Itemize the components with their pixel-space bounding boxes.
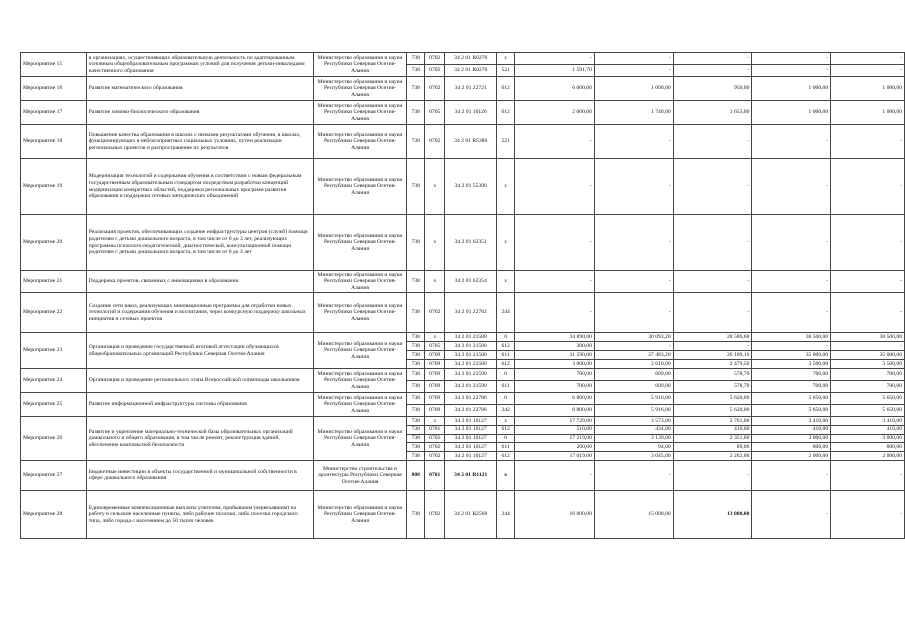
csr-cell: 34 2 01 22786 bbox=[445, 405, 497, 417]
value-cell: - bbox=[673, 53, 752, 65]
value-cell: - bbox=[515, 53, 595, 65]
grbs-cell: 738 bbox=[407, 333, 425, 342]
value-cell: 700,00 bbox=[515, 369, 595, 381]
value-cell: 2 351,00 bbox=[673, 434, 752, 443]
measure-cell: Мероприятие 23 bbox=[21, 333, 87, 369]
executor-cell: Министерство образования и науки Республики Северная Осетия-Алания bbox=[313, 333, 407, 369]
value-cell: - bbox=[752, 65, 831, 77]
value-cell: 16 000,00 bbox=[515, 490, 595, 538]
table-row bbox=[21, 53, 905, 65]
csr-cell: 34 2 01 10127 bbox=[445, 425, 497, 434]
table-row bbox=[21, 369, 905, 381]
value-cell: - bbox=[831, 271, 905, 293]
value-cell: 3 000,00 bbox=[831, 434, 905, 443]
value-cell: - bbox=[752, 490, 831, 538]
grbs-cell: 738 bbox=[407, 369, 425, 381]
table-row bbox=[21, 159, 905, 215]
vr-cell: x bbox=[497, 417, 515, 426]
executor-cell: Министерство образования и науки Республики Северная Осетия-Алания bbox=[313, 271, 407, 293]
value-cell: - bbox=[594, 53, 673, 65]
value-cell: - bbox=[752, 159, 831, 215]
value-cell: 700,00 bbox=[752, 381, 831, 393]
rzpr-cell: x bbox=[425, 159, 445, 215]
value-cell: 27 483,20 bbox=[594, 351, 673, 360]
vr-cell: 244 bbox=[497, 293, 515, 333]
measure-cell: Мероприятие 24 bbox=[21, 369, 87, 393]
value-cell: - bbox=[673, 271, 752, 293]
rzpr-cell: 0709 bbox=[425, 381, 445, 393]
measure-name-cell: Организация и проведение регионального этапа Всероссийской олимпиады школьников bbox=[86, 369, 313, 393]
csr-cell: 34 2 01 10127 bbox=[445, 417, 497, 426]
value-cell: - bbox=[594, 460, 673, 490]
value-cell: 17 219,00 bbox=[515, 434, 595, 443]
value-cell: - bbox=[831, 215, 905, 271]
measure-cell: Мероприятие 21 bbox=[21, 271, 87, 293]
value-cell: 6 800,00 bbox=[515, 393, 595, 405]
vr-cell: 611 bbox=[497, 351, 515, 360]
value-cell: - bbox=[673, 215, 752, 271]
rzpr-cell: x bbox=[425, 417, 445, 426]
csr-cell: 34 2 01 21580 bbox=[445, 351, 497, 360]
executor-cell: Министерство образования и науки Республики Северная Осетия-Алания bbox=[313, 101, 407, 125]
csr-cell: 34 2 01 10127 bbox=[445, 434, 497, 443]
measure-name-cell: Организация и проведение государственной итоговой аттестации обучающихся общеобразовательных организаций Республики Северная Осетия-Алания bbox=[86, 333, 313, 369]
grbs-cell: 738 bbox=[407, 342, 425, 351]
value-cell: - bbox=[752, 460, 831, 490]
grbs-cell: 738 bbox=[407, 443, 425, 452]
value-cell: 30 093,20 bbox=[594, 333, 673, 342]
measure-name-cell: Бюджетные инвестиции в объекты государственной и муниципальной собственности в сфере дошкольного образования bbox=[86, 460, 313, 490]
grbs-cell: 738 bbox=[407, 405, 425, 417]
value-cell: 17 729,00 bbox=[515, 417, 595, 426]
value-cell: 578,70 bbox=[673, 381, 752, 393]
value-cell: 2 610,00 bbox=[594, 360, 673, 369]
grbs-cell: 808 bbox=[407, 460, 425, 490]
csr-cell: 34 2 01 21580 bbox=[445, 333, 497, 342]
rzpr-cell: 0701 bbox=[425, 460, 445, 490]
table-row bbox=[21, 293, 905, 333]
value-cell: 1 000,00 bbox=[752, 101, 831, 125]
value-cell: - bbox=[831, 53, 905, 65]
measure-name-cell: Развитие математического образования bbox=[86, 77, 313, 101]
value-cell: - bbox=[594, 271, 673, 293]
executor-cell: Министерство образования и науки Республики Северная Осетия-Алания bbox=[313, 53, 407, 77]
executor-cell: Министерство образования и науки Республики Северная Осетия-Алания bbox=[313, 393, 407, 417]
rzpr-cell: 0702 bbox=[425, 452, 445, 461]
rzpr-cell: x bbox=[425, 215, 445, 271]
rzpr-cell: 0709 bbox=[425, 369, 445, 381]
value-cell: 15 000,00 bbox=[594, 490, 673, 538]
vr-cell: 0 bbox=[497, 369, 515, 381]
value-cell: - bbox=[673, 125, 752, 159]
value-cell: 1 000,00 bbox=[831, 101, 905, 125]
value-cell: - bbox=[673, 342, 752, 351]
value-cell: - bbox=[831, 125, 905, 159]
csr-cell: 34 2 01 21580 bbox=[445, 342, 497, 351]
value-cell: - bbox=[594, 215, 673, 271]
measure-name-cell: Единовременные компенсационные выплаты учителям, прибывшим (переехавшим) на работу в сельские населенные пункты, либо рабочие поселки, либо поселки городского типа, либо города с населением до 50 тысяч человек bbox=[86, 490, 313, 538]
csr-cell: 34 2 01 R5380 bbox=[445, 125, 497, 159]
value-cell: - bbox=[594, 293, 673, 333]
value-cell: - bbox=[673, 65, 752, 77]
grbs-cell: 738 bbox=[407, 125, 425, 159]
measure-cell: Мероприятие 20 bbox=[21, 215, 87, 271]
value-cell: 3 500,00 bbox=[752, 360, 831, 369]
table-row bbox=[21, 215, 905, 271]
value-cell: - bbox=[752, 215, 831, 271]
value-cell: 17 019,00 bbox=[515, 452, 595, 461]
value-cell: 300,00 bbox=[515, 342, 595, 351]
value-cell: 700,00 bbox=[515, 381, 595, 393]
value-cell: 410,00 bbox=[752, 425, 831, 434]
rzpr-cell: 0705 bbox=[425, 101, 445, 125]
budget-measures-table bbox=[20, 52, 905, 539]
value-cell: 3 000,00 bbox=[515, 360, 595, 369]
value-cell: - bbox=[515, 215, 595, 271]
executor-cell: Министерство образования и науки Республики Северная Осетия-Алания bbox=[313, 490, 407, 538]
value-cell: 609,00 bbox=[594, 381, 673, 393]
vr-cell: x bbox=[497, 215, 515, 271]
value-cell: 200,00 bbox=[515, 443, 595, 452]
value-cell: 35 000,00 bbox=[831, 351, 905, 360]
value-cell: 800,00 bbox=[831, 443, 905, 452]
measure-name-cell: Создание сети школ, реализующих инновационные программы для отработки новых технологий и содержания обучения и воспитания, через конкурсную поддержку школьных инициатив и сетевых проектов bbox=[86, 293, 313, 333]
table-row bbox=[21, 460, 905, 490]
csr-cell: 34 2 01 R0270 bbox=[445, 65, 497, 77]
table-row bbox=[21, 417, 905, 426]
value-cell: 13 000,00 bbox=[673, 490, 752, 538]
vr-cell: 521 bbox=[497, 65, 515, 77]
measure-name-cell: в организациях, осуществляющих образовательную деятельность по адаптированным основным общеобразовательным программам условий для получения детьми-инвалидами качественного образования bbox=[86, 53, 313, 77]
rzpr-cell: 0709 bbox=[425, 360, 445, 369]
measure-name-cell: Развитие информационной инфраструктуры системы образования bbox=[86, 393, 313, 417]
value-cell: 5 650,00 bbox=[831, 393, 905, 405]
value-cell: 5 916,00 bbox=[594, 405, 673, 417]
vr-cell: 0 bbox=[497, 333, 515, 342]
value-cell: 1 000,00 bbox=[752, 77, 831, 101]
measure-cell: Мероприятие 28 bbox=[21, 490, 87, 538]
value-cell: 700,00 bbox=[831, 381, 905, 393]
vr-cell: x bbox=[497, 460, 515, 490]
grbs-cell: 738 bbox=[407, 417, 425, 426]
table-body bbox=[21, 53, 905, 539]
value-cell: 5 620,00 bbox=[673, 393, 752, 405]
csr-cell: 34 2 01 10126 bbox=[445, 101, 497, 125]
value-cell: 950,00 bbox=[673, 77, 752, 101]
csr-cell: 34 2 01 55390 bbox=[445, 159, 497, 215]
value-cell: 1 000,00 bbox=[831, 77, 905, 101]
value-cell: 2 479,50 bbox=[673, 360, 752, 369]
vr-cell: 612 bbox=[497, 425, 515, 434]
grbs-cell: 738 bbox=[407, 490, 425, 538]
measure-cell: Мероприятие 15 bbox=[21, 53, 87, 77]
executor-cell: Министерство образования и науки Республики Северная Осетия-Алания bbox=[313, 159, 407, 215]
measure-name-cell: Развитие и укрепление материально-технической базы образовательных организаций дошкольного и общего образования, в том числе ремонт, реконструкция зданий, обеспечение комплексной безопасности bbox=[86, 417, 313, 461]
rzpr-cell: 0702 bbox=[425, 65, 445, 77]
vr-cell: 611 bbox=[497, 443, 515, 452]
vr-cell: 0 bbox=[497, 434, 515, 443]
executor-cell: Министерство образования и науки Республики Северная Осетия-Алания bbox=[313, 417, 407, 461]
value-cell: 434,00 bbox=[594, 425, 673, 434]
executor-cell: Министерство образования и науки Республики Северная Осетия-Алания bbox=[313, 369, 407, 393]
grbs-cell: 738 bbox=[407, 351, 425, 360]
value-cell: 5 650,00 bbox=[831, 405, 905, 417]
rzpr-cell: 0709 bbox=[425, 393, 445, 405]
rzpr-cell: 0702 bbox=[425, 125, 445, 159]
value-cell: 510,00 bbox=[515, 425, 595, 434]
value-cell: 3 139,00 bbox=[594, 434, 673, 443]
executor-cell: Министерство образования и науки Республики Северная Осетия-Алания bbox=[313, 215, 407, 271]
grbs-cell: 738 bbox=[407, 215, 425, 271]
value-cell: 38 500,00 bbox=[752, 333, 831, 342]
measure-cell: Мероприятие 22 bbox=[21, 293, 87, 333]
value-cell: - bbox=[752, 125, 831, 159]
grbs-cell: 738 bbox=[407, 452, 425, 461]
value-cell: - bbox=[831, 159, 905, 215]
value-cell: 35 000,00 bbox=[752, 351, 831, 360]
value-cell: 2 000,00 bbox=[831, 452, 905, 461]
value-cell: - bbox=[831, 65, 905, 77]
vr-cell: x bbox=[497, 159, 515, 215]
value-cell: 3 573,00 bbox=[594, 417, 673, 426]
grbs-cell: 738 bbox=[407, 101, 425, 125]
value-cell: - bbox=[831, 293, 905, 333]
csr-cell: 34 2 01 10127 bbox=[445, 452, 497, 461]
measure-cell: Мероприятие 17 bbox=[21, 101, 87, 125]
executor-cell: Министерство образования и науки Республики Северная Осетия-Алания bbox=[313, 125, 407, 159]
rzpr-cell: 0702 bbox=[425, 490, 445, 538]
value-cell: 6 800,00 bbox=[515, 405, 595, 417]
value-cell: - bbox=[831, 460, 905, 490]
value-cell: 3 045,00 bbox=[594, 452, 673, 461]
csr-cell: 34 2 01 62354 bbox=[445, 271, 497, 293]
vr-cell: 242 bbox=[497, 405, 515, 417]
table-row bbox=[21, 333, 905, 342]
csr-cell: 34 2 01 22782 bbox=[445, 293, 497, 333]
rzpr-cell: 0705 bbox=[425, 342, 445, 351]
value-cell: 410,00 bbox=[673, 425, 752, 434]
table-row bbox=[21, 125, 905, 159]
value-cell: - bbox=[594, 65, 673, 77]
csr-cell: 34 2 01 R1121 bbox=[445, 460, 497, 490]
rzpr-cell: 0702 bbox=[425, 293, 445, 333]
vr-cell: 0 bbox=[497, 393, 515, 405]
rzpr-cell: 0709 bbox=[425, 405, 445, 417]
table-row bbox=[21, 101, 905, 125]
vr-cell: x bbox=[497, 53, 515, 65]
value-cell: - bbox=[831, 490, 905, 538]
grbs-cell: 738 bbox=[407, 159, 425, 215]
vr-cell: 612 bbox=[497, 360, 515, 369]
grbs-cell: 738 bbox=[407, 293, 425, 333]
vr-cell: 521 bbox=[497, 125, 515, 159]
measure-name-cell: Модернизация технологий и содержания обучения в соответствии с новым федеральным государственным образовательным стандартом посредством разработки концепций модернизации конкретных областей, поддержки региональных программ развития образования и поддержки сетевых методических объединений bbox=[86, 159, 313, 215]
rzpr-cell: 0702 bbox=[425, 77, 445, 101]
value-cell: 2 000,00 bbox=[515, 101, 595, 125]
value-cell: - bbox=[673, 460, 752, 490]
value-cell: 1 591,70 bbox=[515, 65, 595, 77]
grbs-cell: 738 bbox=[407, 360, 425, 369]
vr-cell: 612 bbox=[497, 342, 515, 351]
value-cell: 5 916,00 bbox=[594, 393, 673, 405]
vr-cell: 611 bbox=[497, 381, 515, 393]
value-cell: 5 650,00 bbox=[752, 393, 831, 405]
rzpr-cell: 0702 bbox=[425, 443, 445, 452]
vr-cell: 244 bbox=[497, 490, 515, 538]
value-cell: 2 761,00 bbox=[673, 417, 752, 426]
value-cell: 1 653,00 bbox=[673, 101, 752, 125]
rzpr-cell: 0702 bbox=[425, 53, 445, 65]
value-cell: 2 262,00 bbox=[673, 452, 752, 461]
value-cell: 94,00 bbox=[594, 443, 673, 452]
rzpr-cell: 0701 bbox=[425, 425, 445, 434]
value-cell: 31 590,00 bbox=[515, 351, 595, 360]
table-row bbox=[21, 490, 905, 538]
measure-cell: Мероприятие 26 bbox=[21, 417, 87, 461]
measure-name-cell: Поддержка проектов, связанных с инновациями в образовании bbox=[86, 271, 313, 293]
rzpr-cell: 0709 bbox=[425, 351, 445, 360]
vr-cell: 612 bbox=[497, 452, 515, 461]
measure-name-cell: Развитие химико-биологического образования bbox=[86, 101, 313, 125]
value-cell: - bbox=[594, 125, 673, 159]
value-cell: - bbox=[673, 159, 752, 215]
vr-cell: x bbox=[497, 271, 515, 293]
grbs-cell: 738 bbox=[407, 65, 425, 77]
value-cell: - bbox=[515, 159, 595, 215]
value-cell: - bbox=[752, 293, 831, 333]
executor-cell: Министерство образования и науки Республики Северная Осетия-Алания bbox=[313, 77, 407, 101]
value-cell: 410,00 bbox=[831, 425, 905, 434]
value-cell: 578,70 bbox=[673, 369, 752, 381]
csr-cell: 34 2 01 21590 bbox=[445, 381, 497, 393]
csr-cell: 34 2 01 62351 bbox=[445, 215, 497, 271]
csr-cell: 34 2 01 21590 bbox=[445, 369, 497, 381]
value-cell: - bbox=[673, 293, 752, 333]
value-cell: 3 500,00 bbox=[831, 360, 905, 369]
value-cell: 1 000,00 bbox=[594, 77, 673, 101]
grbs-cell: 738 bbox=[407, 271, 425, 293]
value-cell: 800,00 bbox=[752, 443, 831, 452]
vr-cell: 612 bbox=[497, 77, 515, 101]
table-row bbox=[21, 77, 905, 101]
value-cell: 38 500,00 bbox=[831, 333, 905, 342]
grbs-cell: 738 bbox=[407, 381, 425, 393]
value-cell: 2 000,00 bbox=[752, 452, 831, 461]
value-cell: 34 890,00 bbox=[515, 333, 595, 342]
table-row bbox=[21, 271, 905, 293]
measure-name-cell: Повышение качества образования в школах с низкими результатами обучения, в школах, функционирующих в неблагоприятных социальных условиях, путем реализации региональных проектов и распространение их результатов bbox=[86, 125, 313, 159]
measure-cell: Мероприятие 27 bbox=[21, 460, 87, 490]
value-cell: 3 000,00 bbox=[752, 434, 831, 443]
value-cell: - bbox=[752, 342, 831, 351]
value-cell: 89,00 bbox=[673, 443, 752, 452]
executor-cell: Министерство образования и науки Республики Северная Осетия-Алания bbox=[313, 293, 407, 333]
grbs-cell: 738 bbox=[407, 53, 425, 65]
value-cell: 28 586,60 bbox=[673, 333, 752, 342]
grbs-cell: 738 bbox=[407, 77, 425, 101]
grbs-cell: 738 bbox=[407, 434, 425, 443]
value-cell: 700,00 bbox=[831, 369, 905, 381]
value-cell: 3 410,00 bbox=[752, 417, 831, 426]
executor-cell: Министерство строительства и архитектуры Республики Северная Осетия-Алания bbox=[313, 460, 407, 490]
value-cell: 26 109,10 bbox=[673, 351, 752, 360]
value-cell: - bbox=[752, 53, 831, 65]
value-cell: 3 410,00 bbox=[831, 417, 905, 426]
value-cell: - bbox=[594, 342, 673, 351]
measure-cell: Мероприятие 25 bbox=[21, 393, 87, 417]
value-cell: - bbox=[515, 460, 595, 490]
value-cell: 1 740,00 bbox=[594, 101, 673, 125]
csr-cell: 34 2 01 22786 bbox=[445, 393, 497, 405]
csr-cell: 34 2 01 21580 bbox=[445, 360, 497, 369]
value-cell: 5 620,00 bbox=[673, 405, 752, 417]
csr-cell: 34 2 01 22721 bbox=[445, 77, 497, 101]
value-cell: - bbox=[515, 125, 595, 159]
vr-cell: 612 bbox=[497, 101, 515, 125]
value-cell: 700,00 bbox=[752, 369, 831, 381]
value-cell: 609,00 bbox=[594, 369, 673, 381]
measure-name-cell: Реализация проектов, обеспечивающих создание инфраструктуры центров (служб) помощи родителям с детьми дошкольного возраста, в том числе от 0 до 3 лет, реализующих программы психолого-педагогической, диагностической, консультационной помощи родителям с детьми дошкольного возраста, в том числе от 0 до 3 лет bbox=[86, 215, 313, 271]
csr-cell: 34 2 01 R0270 bbox=[445, 53, 497, 65]
rzpr-cell: x bbox=[425, 271, 445, 293]
value-cell: - bbox=[594, 159, 673, 215]
table-row bbox=[21, 393, 905, 405]
grbs-cell: 738 bbox=[407, 393, 425, 405]
value-cell: - bbox=[515, 293, 595, 333]
value-cell: 6 000,00 bbox=[515, 77, 595, 101]
measure-cell: Мероприятие 18 bbox=[21, 125, 87, 159]
measure-cell: Мероприятие 19 bbox=[21, 159, 87, 215]
csr-cell: 34 2 01 10127 bbox=[445, 443, 497, 452]
grbs-cell: 738 bbox=[407, 425, 425, 434]
value-cell: - bbox=[831, 342, 905, 351]
rzpr-cell: x bbox=[425, 333, 445, 342]
measure-cell: Мероприятие 16 bbox=[21, 77, 87, 101]
value-cell: - bbox=[515, 271, 595, 293]
value-cell: 5 650,00 bbox=[752, 405, 831, 417]
rzpr-cell: 0702 bbox=[425, 434, 445, 443]
value-cell: - bbox=[752, 271, 831, 293]
csr-cell: 34 2 01 R2560 bbox=[445, 490, 497, 538]
